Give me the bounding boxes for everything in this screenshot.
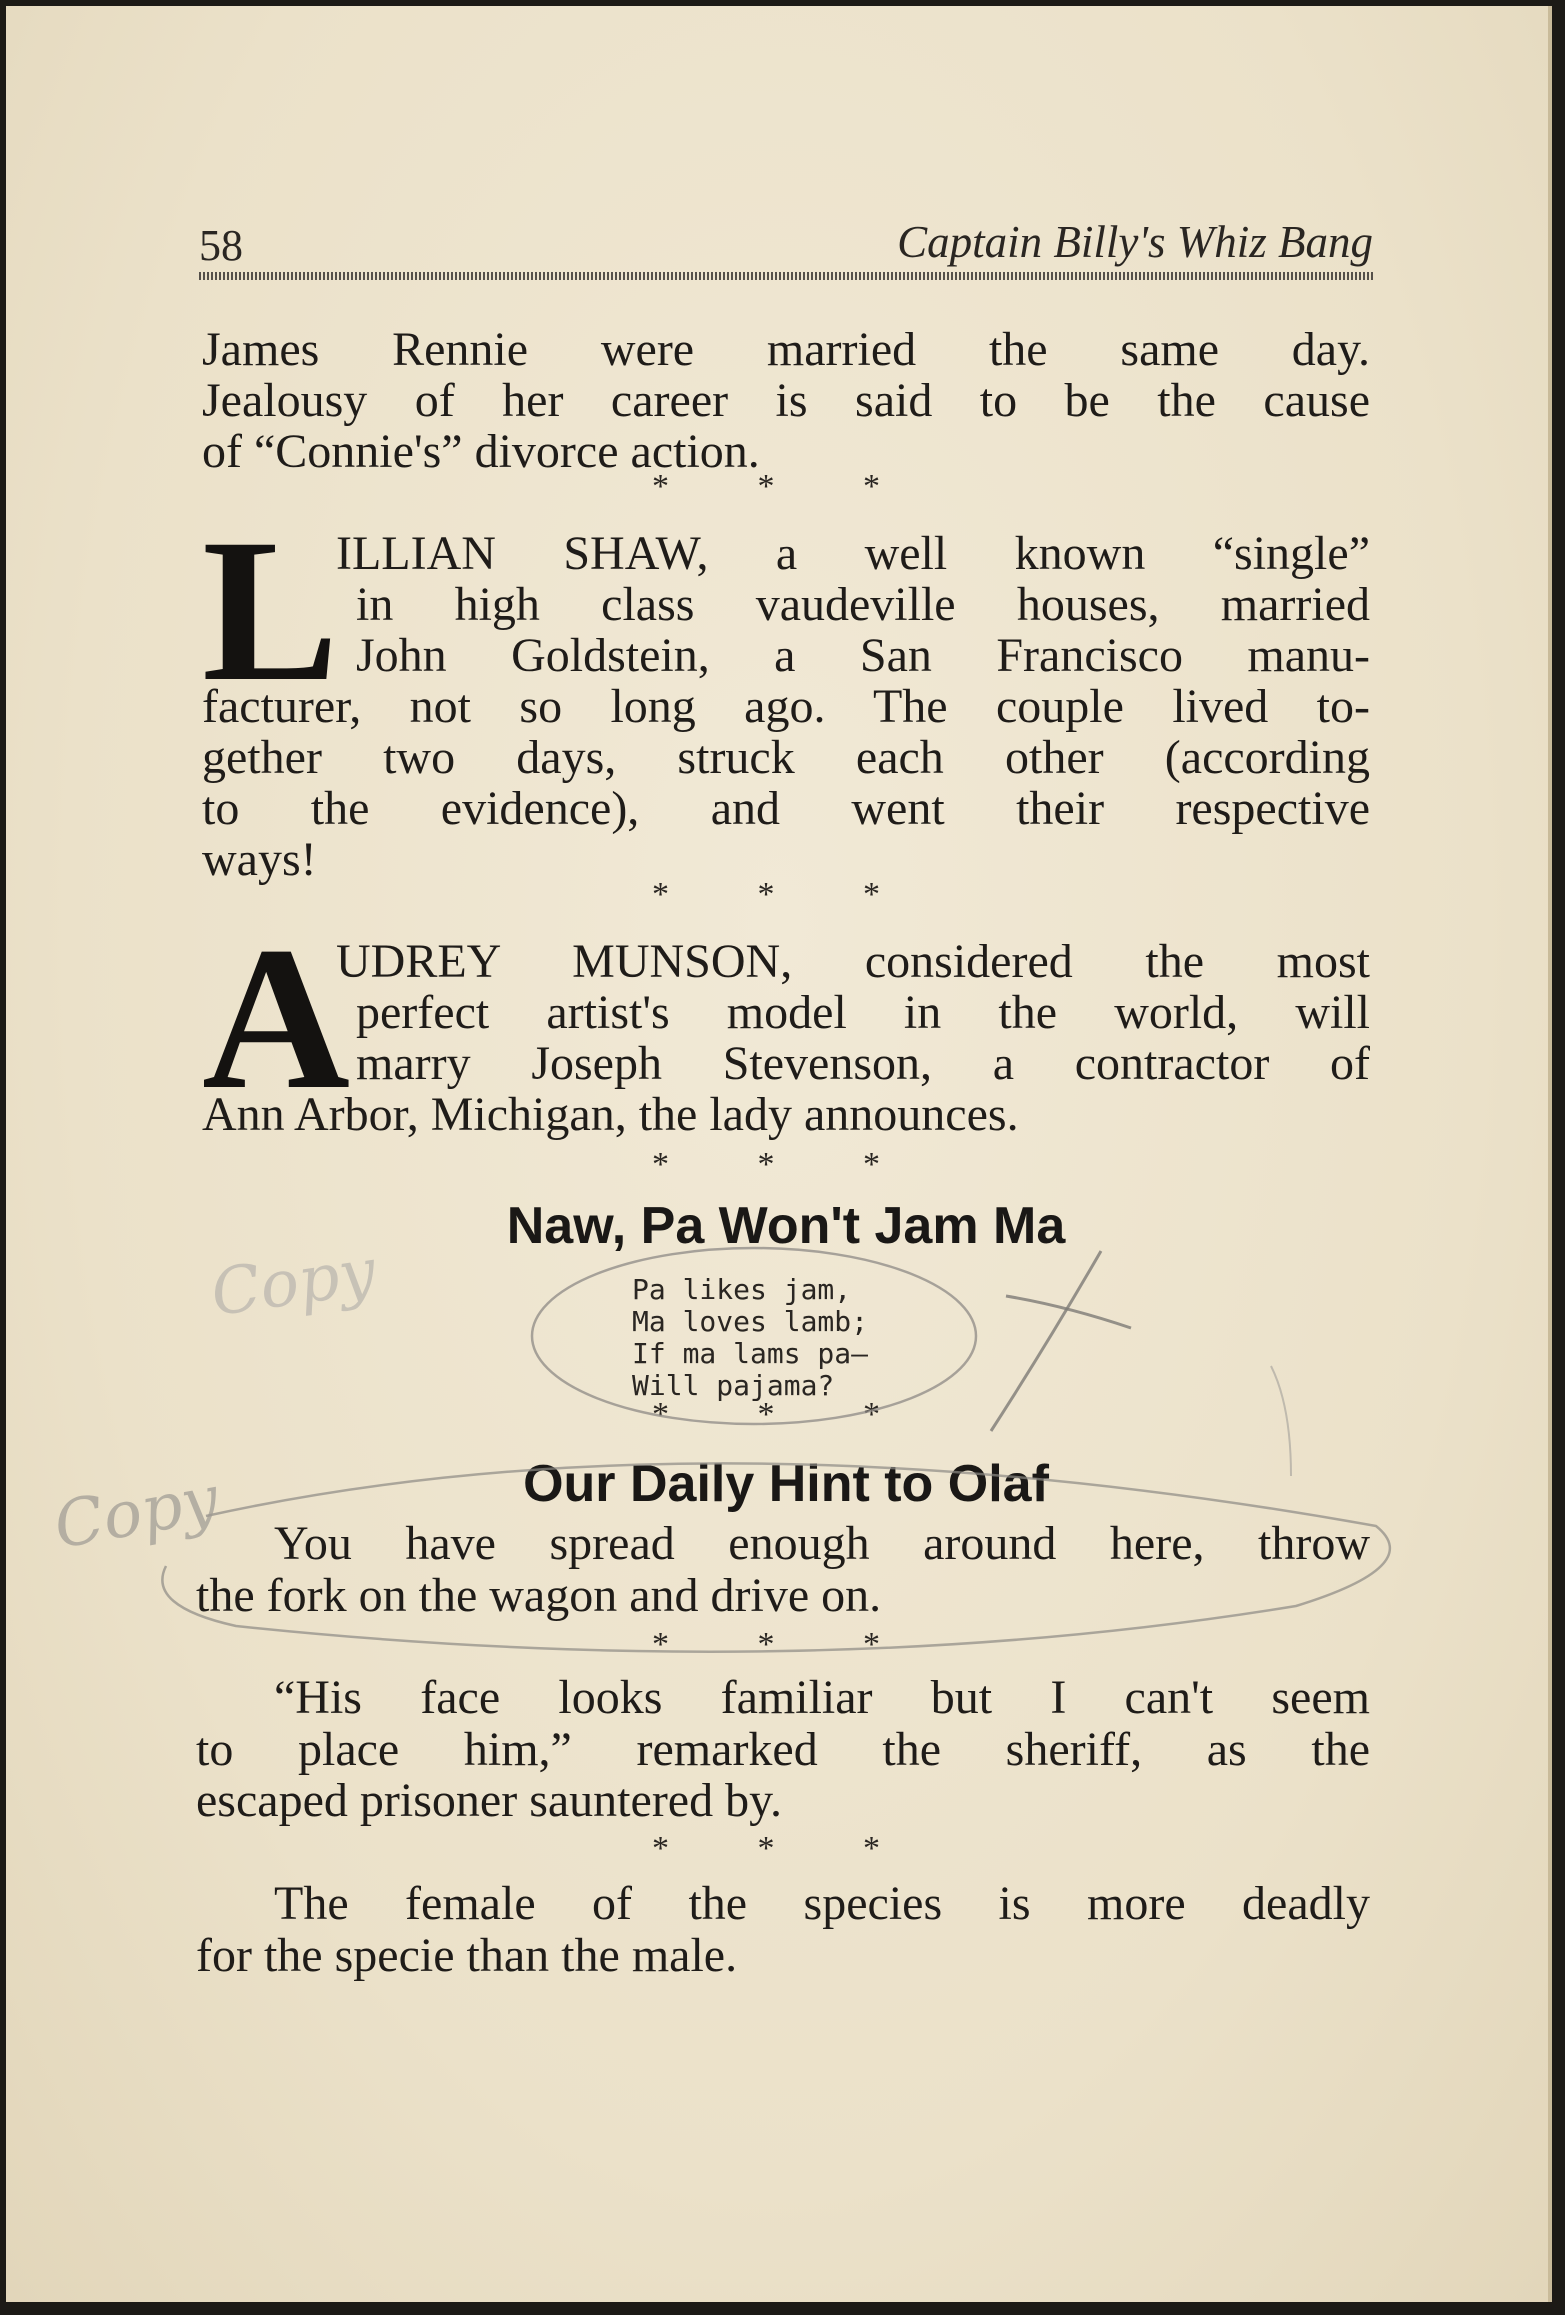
paragraph-female-rest <box>196 1930 1370 1981</box>
header-rule <box>199 272 1373 280</box>
separator-stars: * * * <box>652 876 920 913</box>
text-line: facturer, not so long ago. The couple lived to- <box>202 680 1370 733</box>
running-head <box>199 206 1373 286</box>
paragraph-munson-intro <box>336 936 1370 987</box>
text-line: in high class vaudeville houses, married <box>356 578 1370 631</box>
text-line: gether two days, struck each other (according <box>202 731 1370 784</box>
paragraph-munson-body <box>202 1089 1370 1140</box>
paragraph-sheriff-first <box>274 1672 1370 1723</box>
text-line: James Rennie were married the same day. <box>202 323 1370 376</box>
text-line: escaped prisoner sauntered by. <box>196 1774 782 1827</box>
drop-cap-a: A <box>202 905 351 1132</box>
paragraph-shaw-indented <box>356 579 1370 681</box>
paragraph-shaw-intro <box>336 528 1370 579</box>
pencil-copy-mark: Copy <box>206 1234 380 1332</box>
text-line: “His face looks familiar but I can't seem <box>274 1671 1370 1724</box>
text-line: to the evidence), and went their respective <box>202 782 1370 835</box>
text-line: ways! <box>202 833 317 886</box>
poem-line: If ma lams pa— <box>632 1337 869 1370</box>
heading-olaf: Our Daily Hint to Olaf <box>523 1455 1049 1513</box>
separator-stars: * * * <box>652 1626 920 1663</box>
separator-stars: * * * <box>652 1146 920 1183</box>
pencil-faint-mark <box>1271 1366 1291 1476</box>
text-line: Jealousy of her career is said to be the cause <box>202 374 1370 427</box>
drop-cap-l: L <box>202 497 339 724</box>
poem-line: Ma loves lamb; <box>632 1305 869 1338</box>
pencil-copy-mark: Copy <box>48 1462 224 1564</box>
paragraph-female-first <box>274 1878 1370 1929</box>
heading-naw-pa: Naw, Pa Won't Jam Ma <box>506 1197 1066 1255</box>
poem-line: Pa likes jam, <box>632 1273 852 1306</box>
poem <box>632 1274 972 1402</box>
text-line: to place him,” remarked the sheriff, as the <box>196 1723 1370 1776</box>
pencil-x-stroke-1 <box>1006 1296 1131 1328</box>
text-line: UDREY MUNSON, considered the most <box>336 935 1370 988</box>
text-line: ILLIAN SHAW, a well known “single” <box>336 527 1370 580</box>
separator-stars: * * * <box>652 1830 920 1867</box>
page-number: 58 <box>199 221 243 270</box>
text-line: The female of the species is more deadly <box>274 1877 1370 1930</box>
separator-stars: * * * <box>652 1396 920 1433</box>
paragraph-shaw-body <box>202 681 1370 885</box>
paragraph-sheriff-rest <box>196 1724 1370 1826</box>
text-line: Ann Arbor, Michigan, the lady announces. <box>202 1088 1019 1141</box>
poem-line: Will pajama? <box>632 1369 835 1402</box>
text-line: marry Joseph Stevenson, a contractor of <box>356 1037 1370 1090</box>
separator-stars: * * * <box>652 468 920 505</box>
paragraph-olaf-first <box>274 1518 1370 1569</box>
text-line: You have spread enough around here, throw <box>274 1517 1370 1570</box>
text-line: the fork on the wagon and drive on. <box>196 1569 882 1622</box>
pencil-x-stroke-2 <box>991 1251 1101 1431</box>
text-line: of “Connie's” divorce action. <box>202 425 760 478</box>
text-line: perfect artist's model in the world, will <box>356 986 1370 1039</box>
paragraph-olaf-rest <box>196 1570 1370 1621</box>
book-title: Captain Billy's Whiz Bang <box>897 217 1373 267</box>
paragraph-munson-indented <box>356 987 1370 1089</box>
text-line: John Goldstein, a San Francisco manu- <box>356 629 1370 682</box>
book-page <box>6 6 1552 2302</box>
paragraph-rennie <box>202 324 1370 477</box>
text-line: for the specie than the male. <box>196 1929 738 1982</box>
